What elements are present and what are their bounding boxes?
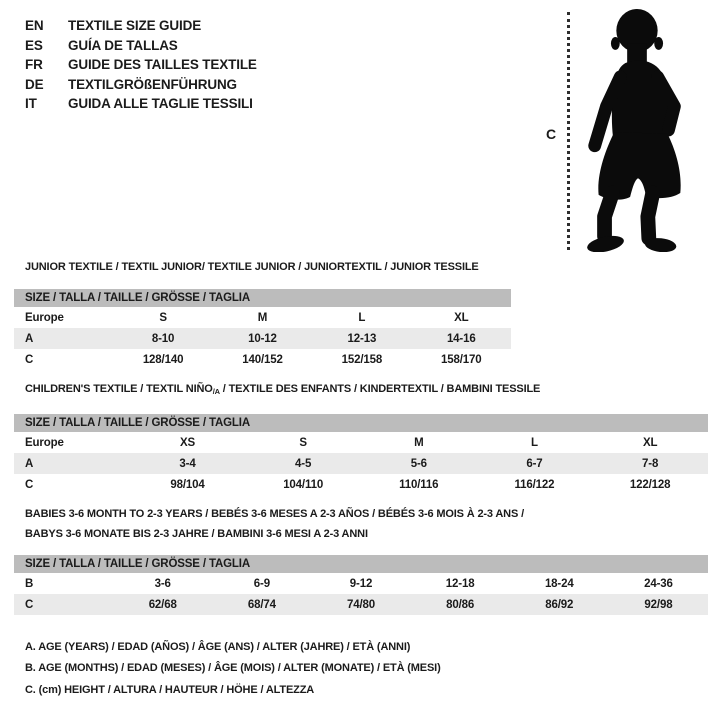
junior-table-title — [25, 261, 479, 274]
table-row — [14, 349, 511, 370]
title-text: BABIES 3-6 MONTH TO 2-3 YEARS / BEBÉS 3-6 MESES A 2-3 AÑOS / BÉBÉS 3-6 MOIS À 2-3 ANS / — [25, 508, 524, 520]
size-header-bar: SIZE / TALLA / TAILLE / GRÖSSE / TAGLIA — [14, 289, 511, 307]
table-row — [14, 594, 708, 615]
language-code: FR — [25, 57, 43, 72]
title-text: / TEXTILE DES ENFANTS / KINDERTEXTIL / BAMBINI TESSILE — [219, 383, 541, 395]
table-row — [14, 328, 511, 349]
size-cell: 3-6 — [154, 577, 171, 590]
title-subscript: /A — [212, 387, 220, 396]
size-cell: 68/74 — [247, 598, 276, 611]
size-cell: 116/122 — [514, 478, 555, 491]
row-label: C — [25, 478, 34, 491]
children-table-title — [25, 383, 540, 396]
size-cell: 10-12 — [248, 332, 277, 345]
size-cell: 14-16 — [446, 332, 476, 345]
size-cell: 140/152 — [242, 353, 283, 366]
size-cell: 104/110 — [283, 478, 324, 491]
language-code: DE — [25, 76, 44, 92]
size-cell: S — [299, 436, 307, 449]
row-label: A — [25, 332, 34, 345]
size-cell: 4-5 — [295, 457, 312, 470]
size-cell: 128/140 — [142, 353, 184, 366]
size-cell: 7-8 — [642, 457, 659, 470]
size-cell: 6-7 — [526, 457, 543, 470]
language-code: EN — [25, 18, 44, 33]
size-cell: 8-10 — [151, 332, 175, 345]
table-row — [14, 432, 708, 453]
babies-size-table — [14, 555, 708, 615]
language-label: GUIDA ALLE TAGLIE TESSILI — [68, 96, 253, 111]
size-cell: S — [159, 311, 167, 324]
language-row-fr — [25, 55, 257, 75]
language-code: ES — [25, 37, 43, 53]
language-row-de — [25, 75, 257, 95]
size-cell: 3-4 — [179, 457, 196, 470]
title-text: BABYS 3-6 MONATE BIS 2-3 JAHRE / BAMBINI 3-6 MESI A 2-3 ANNI — [25, 528, 368, 540]
babies-table-title-line1 — [25, 508, 524, 520]
section-childrens-textile — [14, 383, 708, 498]
size-cell: 12-13 — [347, 332, 377, 345]
language-list — [25, 16, 257, 114]
size-cell: 5-6 — [410, 457, 427, 470]
size-header-bar: SIZE / TALLA / TAILLE / GRÖSSE / TAGLIA — [14, 414, 708, 432]
children-size-table — [14, 414, 708, 495]
language-row-es — [25, 36, 257, 56]
footnotes — [25, 637, 441, 701]
table-row — [14, 307, 511, 328]
size-cell: 18-24 — [544, 577, 574, 590]
language-code: IT — [25, 96, 37, 111]
size-cell: 158/170 — [441, 353, 482, 366]
size-cell: L — [358, 311, 366, 324]
language-label: GUÍA DE TALLAS — [68, 37, 178, 53]
row-label: C — [25, 598, 34, 611]
table-row — [14, 474, 708, 495]
title-text: CHILDREN'S TEXTILE / TEXTIL NIÑO — [25, 383, 213, 395]
height-measure-dotted-line — [567, 12, 570, 250]
size-cell: 24-36 — [644, 577, 673, 590]
row-label: C — [25, 353, 34, 366]
row-label: A — [25, 457, 34, 470]
size-cell: 98/104 — [170, 478, 205, 491]
junior-size-table — [14, 289, 511, 370]
title-text: JUNIOR TEXTILE / TEXTIL JUNIOR/ TEXTILE JUNIOR / JUNIORTEXTIL / JUNIOR TESSILE — [25, 261, 479, 273]
size-cell: 12-18 — [445, 577, 475, 590]
size-cell: 152/158 — [341, 353, 383, 366]
size-cell: M — [414, 436, 424, 449]
language-label: TEXTILE SIZE GUIDE — [68, 18, 202, 33]
size-cell: 62/68 — [148, 598, 177, 611]
size-cell: 80/86 — [446, 598, 475, 611]
row-label: Europe — [25, 311, 64, 324]
language-row-it — [25, 94, 257, 114]
size-cell: M — [257, 311, 268, 324]
section-babies-textile — [14, 508, 708, 618]
size-cell: XS — [179, 436, 195, 449]
size-cell: XL — [642, 436, 658, 449]
row-label: B — [25, 577, 34, 590]
footnote-a: A. AGE (YEARS) / EDAD (AÑOS) / ÂGE (ANS) / ALTER (JAHRE) / ETÀ (ANNI) — [25, 641, 411, 653]
size-cell: L — [531, 436, 538, 449]
size-cell: 74/80 — [346, 598, 375, 611]
size-header-bar: SIZE / TALLA / TAILLE / GRÖSSE / TAGLIA — [14, 555, 708, 573]
row-label: Europe — [25, 436, 64, 449]
height-measure-label: C — [546, 126, 556, 142]
size-cell: XL — [454, 311, 469, 324]
size-cell: 9-12 — [349, 577, 373, 590]
language-row-en — [25, 16, 257, 36]
babies-table-title-line2 — [25, 528, 368, 540]
size-cell: 6-9 — [253, 577, 270, 590]
language-label: TEXTILGRÖßENFÜHRUNG — [68, 76, 237, 92]
section-junior-textile — [14, 261, 511, 376]
language-label: GUIDE DES TAILLES TEXTILE — [68, 57, 257, 72]
footnote-c: C. (cm) HEIGHT / ALTURA / HAUTEUR / HÖHE / ALTEZZA — [25, 683, 315, 696]
size-cell: 92/98 — [644, 598, 673, 611]
table-row — [14, 573, 708, 594]
table-row — [14, 453, 708, 474]
size-cell: 122/128 — [629, 478, 671, 491]
size-cell: 110/116 — [399, 478, 439, 491]
footnote-b: B. AGE (MONTHS) / EDAD (MESES) / ÂGE (MOIS) / ALTER (MONATE) / ETÀ (MESI) — [25, 662, 441, 675]
size-cell: 86/92 — [545, 598, 574, 611]
toddler-silhouette — [582, 8, 692, 252]
